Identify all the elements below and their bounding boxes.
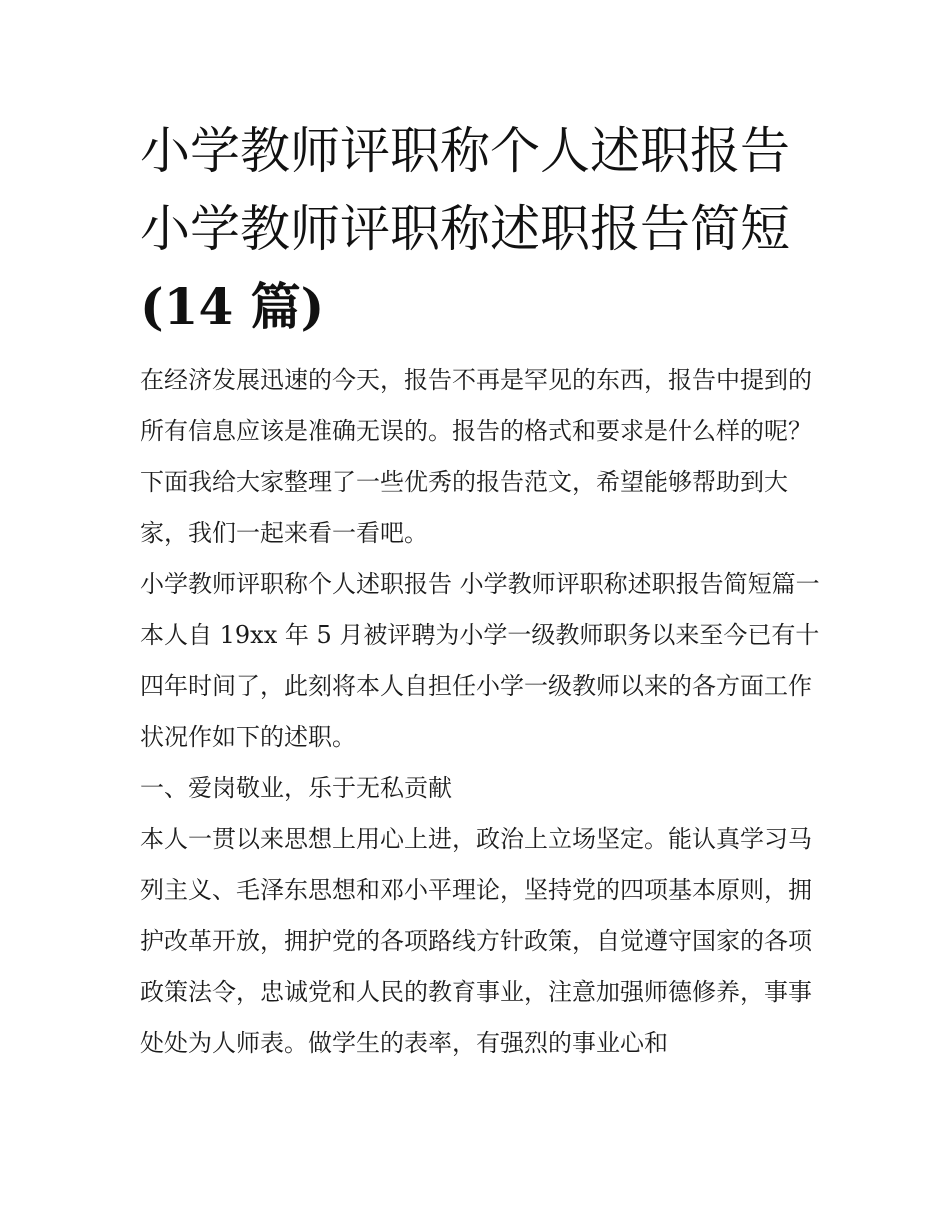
title-line-1: 小学教师评职称个人述职报告	[140, 122, 790, 180]
body-paragraph: 本人一贯以来思想上用心上进，政治上立场坚定。能认真学习马列主义、毛泽东思想和邓小平理论，坚持党的四项基本原则，拥护改革开放，拥护党的各项路线方针政策，自觉遵守国家的各项政策法令，忠诚党和人民的教育事业，注意加强师德修养，事事处处为人师表。做学生的表率，有强烈的事业心和	[140, 825, 812, 1057]
section-heading: 小学教师评职称个人述职报告 小学教师评职称述职报告简短篇一	[140, 570, 820, 598]
document-title	[140, 112, 830, 346]
subheading: 一、爱岗敬业，乐于无私贡献	[140, 774, 452, 802]
intro-paragraph: 在经济发展迅速的今天，报告不再是罕见的东西，报告中提到的所有信息应该是准确无误的。报告的格式和要求是什么样的呢？下面我给大家整理了一些优秀的报告范文，希望能够帮助到大家，我们一起来看一看吧。	[140, 366, 812, 547]
title-line-3: (14 篇)	[140, 277, 325, 336]
title-line-2: 小学教师评职称述职报告简短	[140, 200, 790, 258]
document-body	[140, 355, 820, 1069]
body-paragraph: 本人自 19xx 年 5 月被评聘为小学一级教师职务以来至今已有十四年时间了，此刻将本人自担任小学一级教师以来的各方面工作状况作如下的述职。	[140, 621, 820, 751]
